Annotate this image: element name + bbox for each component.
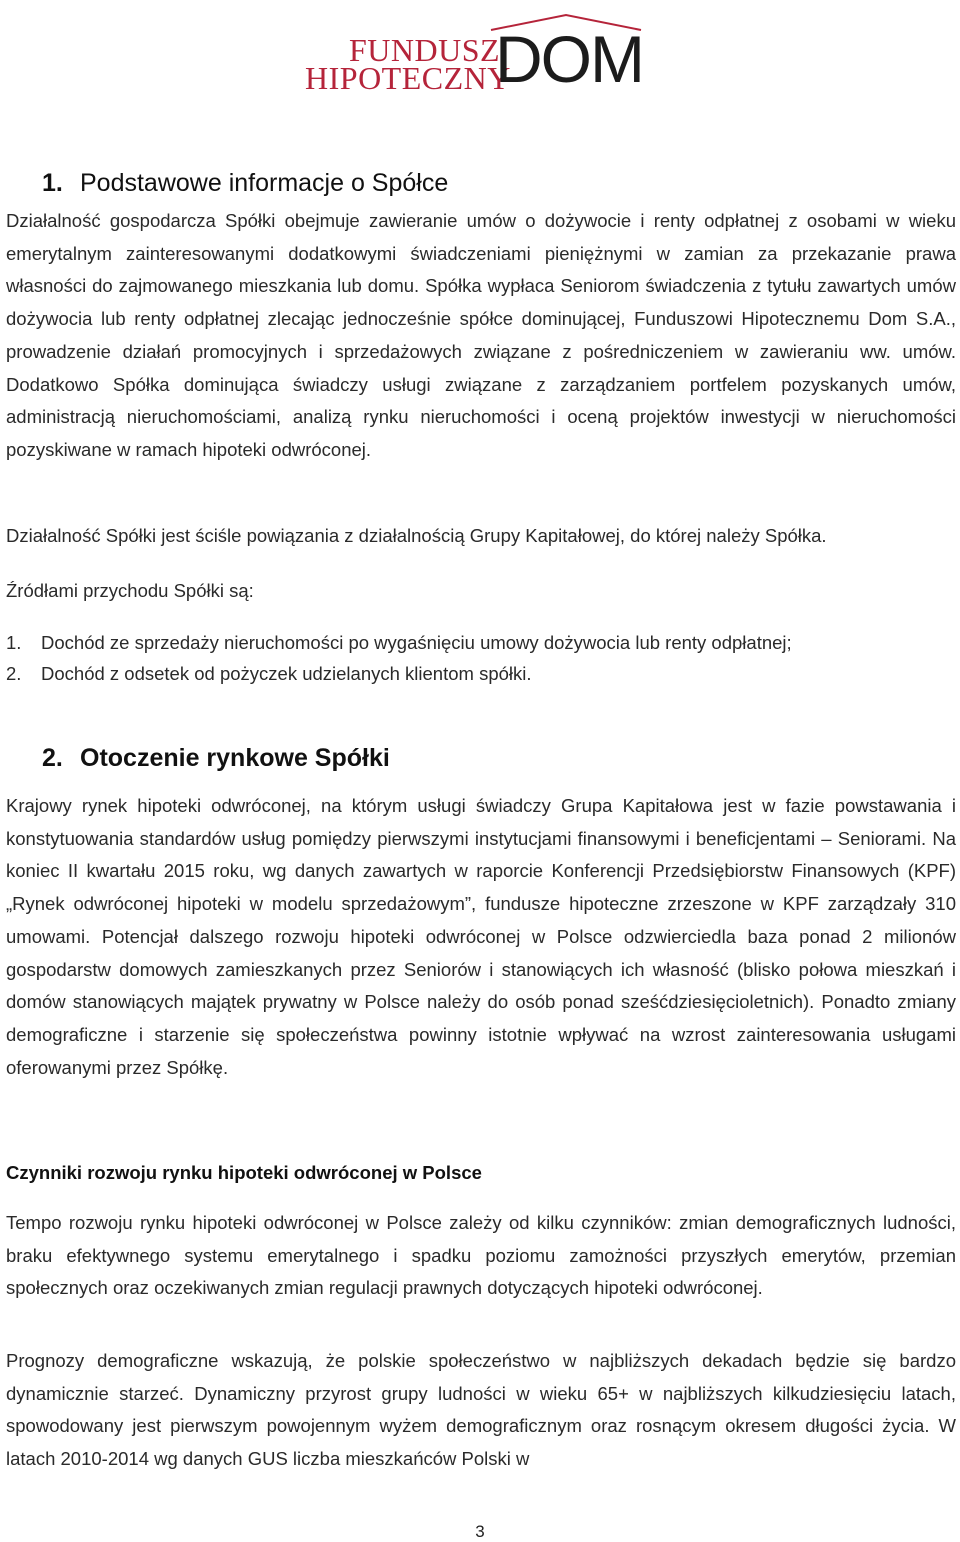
section-1-paragraph-2: Działalność Spółki jest ściśle powiązania z działalnością Grupy Kapitałowej, do której należy Spółka.: [6, 525, 827, 546]
list-item-text: Dochód ze sprzedaży nieruchomości po wygaśnięciu umowy dożywocia lub renty odpłatnej;: [41, 632, 792, 653]
section-1-heading: [42, 168, 448, 198]
section-2-paragraph-2: Tempo rozwoju rynku hipoteki odwróconej w Polsce zależy od kilku czynników: zmian demograficznych ludności, braku efektywnego systemu emerytalnego i spadku poziomu zamożności przyszłych emerytów, przemian społecznych oraz oczekiwanych zmian regulacji prawnych dotyczących hipoteki odwróconej.: [6, 1212, 956, 1299]
section-2-paragraph-3: Prognozy demograficzne wskazują, że polskie społeczeństwo w najbliższych dekadach będzie się bardzo dynamicznie starzeć. Dynamiczny przyrost grupy ludności w wieku 65+ w najbliższych kilkudziesięciu latach, spowodowany jest pierwszym powojennym wyżem demograficznym oraz rosnącym okresem długości życia. W latach 2010-2014 wg danych GUS liczba mieszkańców Polski w: [6, 1350, 956, 1470]
section-2-paragraph-1: Krajowy rynek hipoteki odwróconej, na którym usługi świadczy Grupa Kapitałowa jest w fazie powstawania i konstytuowania standardów usług pomiędzy pierwszymi instytucjami finansowymi i beneficjentami – Seniorami. Na koniec II kwartału 2015 roku, wg danych zawartych w raporcie Konferencji Przedsiębiorstw Finansowych (KPF) „Rynek odwróconej hipoteki w modelu sprzedażowym”, fundusze hipoteczne zrzeszone w KPF zarządzały 310 umowami. Potencjał dalszego rozwoju hipoteki odwróconej w Polsce odzwierciedla baza ponad 2 milionów gospodarstw domowych zamieszkanych przez Seniorów i stanowiących ich własność (blisko połowa mieszkań i domów stanowiących majątek prywatny w Polsce należy do osób ponad sześćdziesięcioletnich). Ponadto zmiany demograficzne i starzenie się społeczeństwa powinny istotnie wpływać na wzrost zainteresowania usługami oferowanymi przez Spółkę.: [6, 795, 956, 1078]
logo-brand: DOM: [495, 22, 643, 96]
section-2-number: 2.: [42, 744, 63, 772]
section-2-heading: [42, 743, 390, 773]
company-logo: [305, 12, 650, 94]
section-1-paragraph-3: Źródłami przychodu Spółki są:: [6, 580, 254, 601]
section-1-number: 1.: [42, 169, 63, 197]
income-sources-list: [6, 627, 956, 689]
list-item-number: 2.: [6, 663, 22, 684]
list-item: [6, 658, 956, 689]
list-item: [6, 627, 956, 658]
section-1-title: Podstawowe informacje o Spółce: [80, 169, 449, 197]
section-2-subheading: Czynniki rozwoju rynku hipoteki odwróconej w Polsce: [6, 1162, 482, 1183]
list-item-number: 1.: [6, 632, 22, 653]
logo-line-1: FUNDUSZ: [349, 32, 501, 68]
section-2-title: Otoczenie rynkowe Spółki: [80, 744, 390, 772]
section-1-paragraph-1: Działalność gospodarcza Spółki obejmuje zawieranie umów o dożywocie i renty odpłatnej z osobami w wieku emerytalnym zainteresowanymi dodatkowymi świadczeniami pieniężnymi w zamian za przekazanie prawa własności do zajmowanego mieszkania lub domu. Spółka wypłaca Seniorom świadczenia z tytułu zawartych umów dożywocia lub renty odpłatnej zlecając jednocześnie spółce dominującej, Funduszowi Hipotecznemu Dom S.A., prowadzenie działań promocyjnych i sprzedażowych związane z pośredniczeniem w zawieraniu ww. umów. Dodatkowo Spółka dominująca świadczy usługi związane z zarządzaniem portfelem pozyskanych umów, administracją nieruchomościami, analizą rynku nieruchomości i oceną projektów inwestycji w nieruchomości pozyskiwane w ramach hipoteki odwróconej.: [6, 210, 956, 460]
list-item-text: Dochód z odsetek od pożyczek udzielanych klientom spółki.: [41, 663, 532, 684]
logo-line-2: HIPOTECZNY: [305, 60, 511, 96]
page-number: 3: [475, 1522, 485, 1541]
